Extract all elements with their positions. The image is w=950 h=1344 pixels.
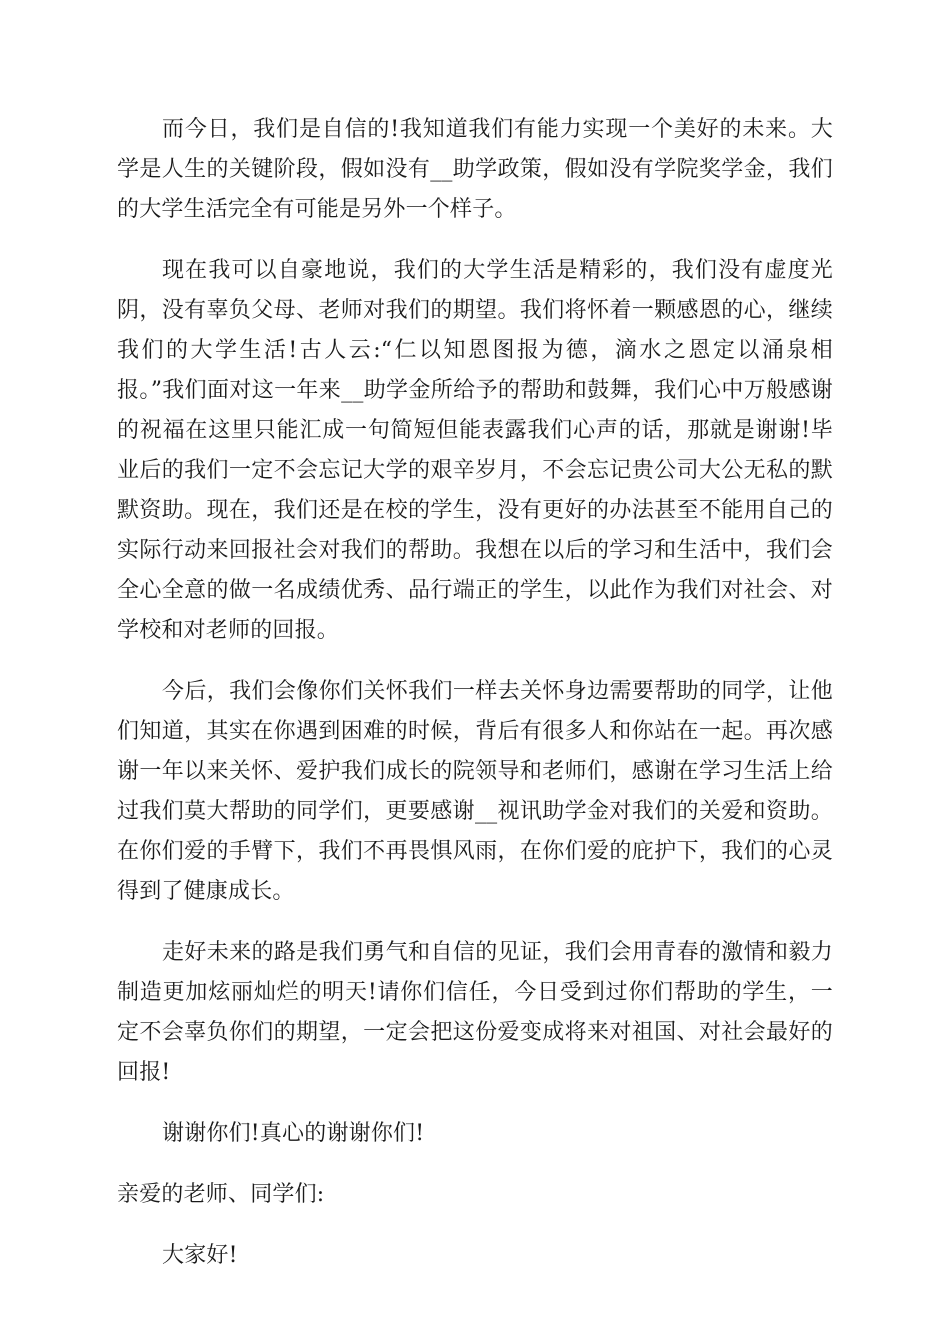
paragraph-gratitude: 现在我可以自豪地说，我们的大学生活是精彩的，我们没有虚度光阴，没有辜负父母、老师对我们的期望。我们将怀着一颗感恩的心，继续我们的大学生活!古人云:“仁以知恩图报为德，滴水之恩定以涌泉相报。”我们面对这一年来__助学金所给予的帮助和鼓舞，我们心中万般感谢的祝福在这里只能汇成一句简短但能表露我们心声的话，那就是谢谢!毕业后的我们一定不会忘记大学的艰辛岁月，不会忘记贵公司大公无私的默默资助。现在，我们还是在校的学生，没有更好的办法甚至不能用自己的实际行动来回报社会对我们的帮助。我想在以后的学习和生活中，我们会全心全意的做一名成绩优秀、品行端正的学生，以此作为我们对社会、对学校和对老师的回报。: [117, 258, 833, 643]
paragraph-confidence: 而今日，我们是自信的!我知道我们有能力实现一个美好的未来。大学是人生的关键阶段，假如没有__助学政策，假如没有学院奖学金，我们的大学生活完全有可能是另外一个样子。: [117, 117, 833, 222]
paragraph-promise: 走好未来的路是我们勇气和自信的见证，我们会用青春的激情和毅力制造更加炫丽灿烂的明天!请你们信任，今日受到过你们帮助的学生，一定不会辜负你们的期望，一定会把这份爱变成将来对祖国、对社会最好的回报!: [117, 940, 833, 1085]
paragraph-future-care: 今后，我们会像你们关怀我们一样去关怀身边需要帮助的同学，让他们知道，其实在你遇到困难的时候，背后有很多人和你站在一起。再次感谢一年以来关怀、爱护我们成长的院领导和老师们，感谢在学习生活上给过我们莫大帮助的同学们，更要感谢__视讯助学金对我们的关爱和资助。在你们爱的手臂下，我们不再畏惧风雨，在你们爱的庇护下，我们的心灵得到了健康成长。: [117, 679, 833, 904]
document-body: [117, 110, 833, 1297]
greeting: 大家好!: [162, 1243, 238, 1268]
salutation: 亲爱的老师、同学们:: [117, 1182, 325, 1207]
paragraph-thanks: 谢谢你们!真心的谢谢你们!: [162, 1121, 425, 1146]
